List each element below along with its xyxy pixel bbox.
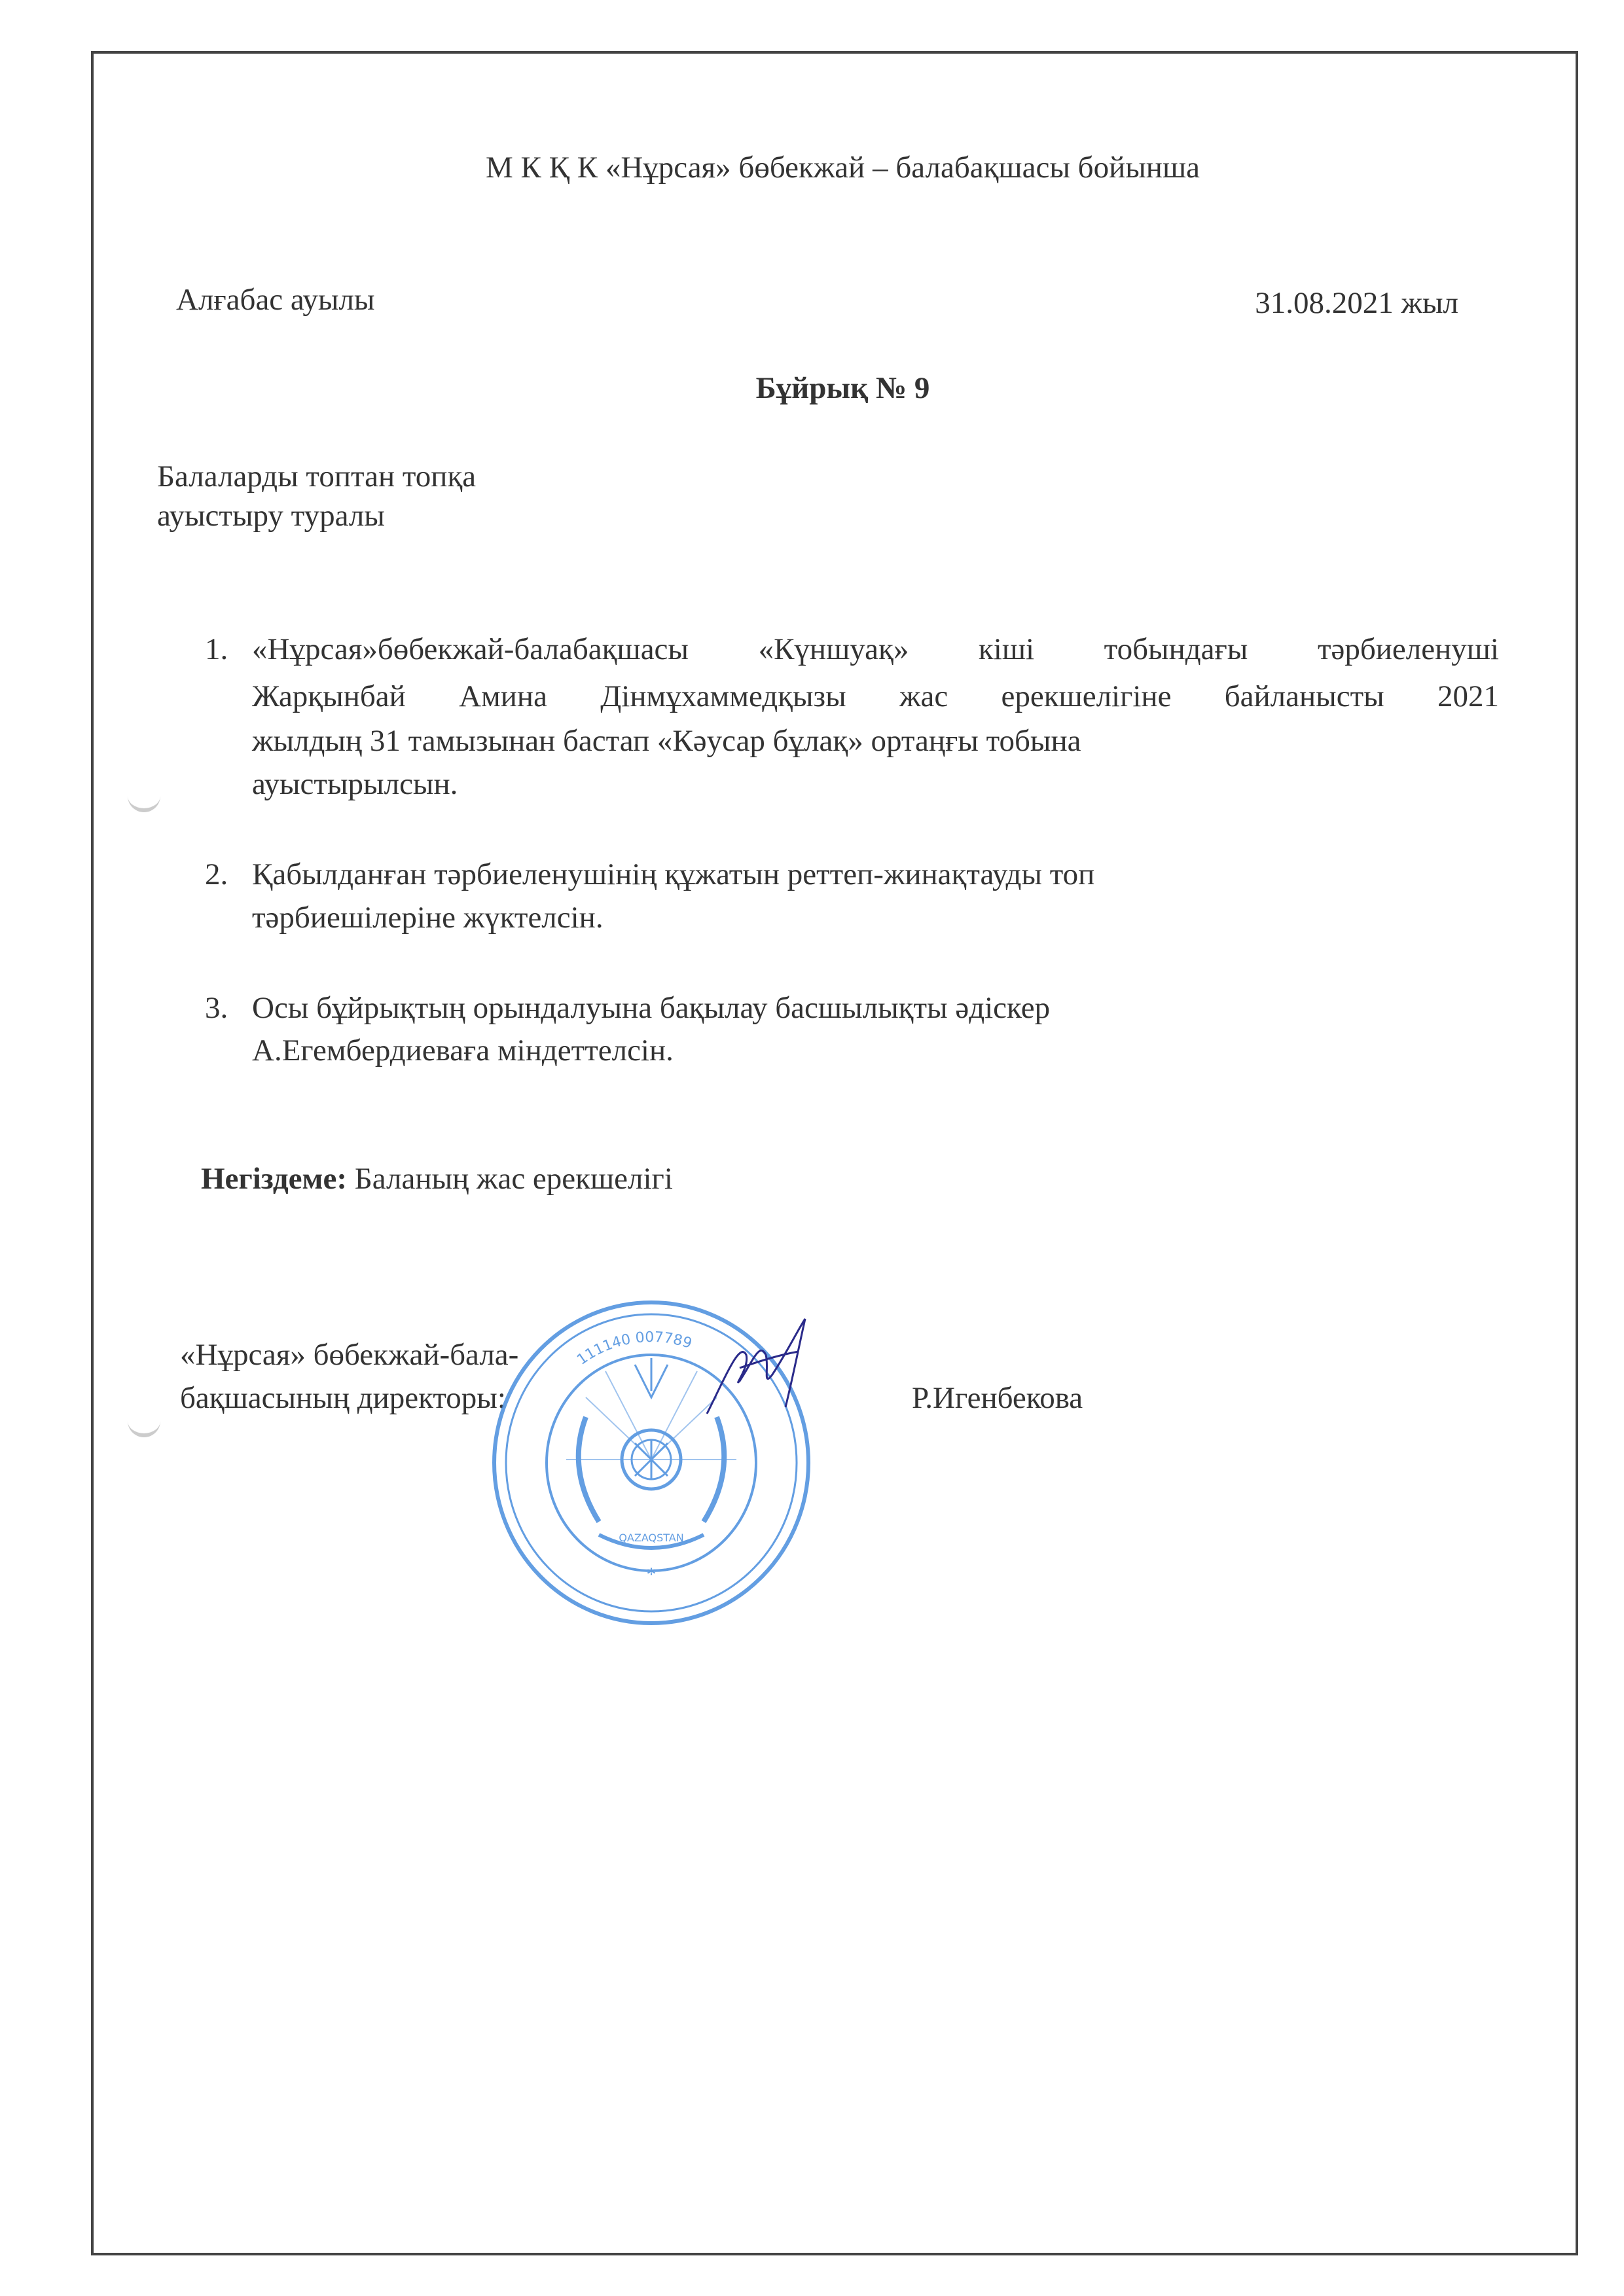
item-line: А.Егембердиеваға міндеттелсін. [252,1033,674,1067]
order-title: Бұйрық № 9 [755,371,930,405]
order-subject-line: ауыстыру туралы [157,499,385,533]
signatory-name: Р.Игенбекова [912,1381,1083,1415]
handwritten-signature [700,1316,831,1420]
stamp-star-icon: * [646,1564,657,1585]
item-line: Қабылданған тәрбиеленушінің құжатын реттеп-жинақтауды топ [252,857,1095,891]
stamp-country-text: QAZAQSTAN [619,1532,684,1544]
item-line: тәрбиешілеріне жүктелсін. [252,901,604,935]
basis-line [201,1160,673,1197]
item-line: Жарқынбай Амина Дінмұхаммедқызы жас ерекшелігіне байланысты 2021 [252,679,1499,713]
item-number: 1. [205,632,228,666]
item-line: ауыстырылсын. [252,767,458,801]
place-name: Алғабас ауылы [176,283,375,317]
item-number: 3. [205,991,228,1025]
signatory-position: «Нұрсая» бөбекжай-бала- [180,1338,519,1372]
basis-text: Баланың жас ерекшелігі [347,1162,673,1196]
stamp-number: 111140 007789 [574,1329,694,1369]
item-line: «Нұрсая»бөбекжай-балабақшасы «Күншуақ» кіші тобындағы тәрбиеленуші [252,632,1499,666]
organization-header: М К Қ К «Нұрсая» бөбекжай – балабақшасы бойынша [485,151,1200,185]
item-line: Осы бұйрықтың орындалуына бақылау басшылықты әдіскер [252,991,1051,1025]
item-number: 2. [205,857,228,891]
item-line: жылдың 31 тамызынан бастап «Кәусар бұлақ» ортаңғы тобына [252,724,1081,758]
order-date: 31.08.2021 жыл [1255,286,1458,320]
basis-label: Негіздеме: [201,1162,348,1196]
signatory-position: бақшасының директоры: [180,1381,506,1415]
order-subject-line: Балаларды топтан топқа [157,459,477,493]
